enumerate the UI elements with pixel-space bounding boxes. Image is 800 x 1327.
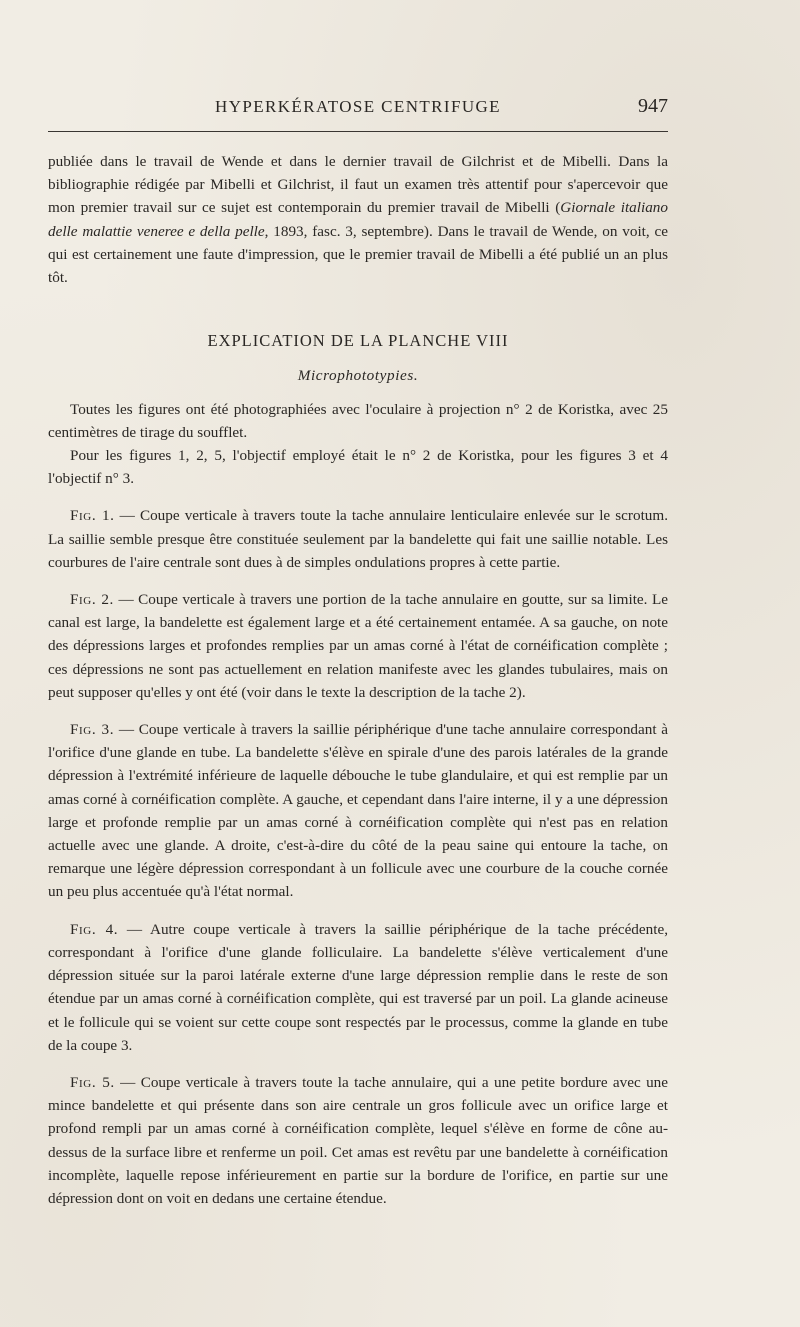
figure-caption — [48, 1071, 668, 1210]
figure-text: — Autre coupe verticale à travers la saillie périphérique de la tache précédente, correspondant à l'orifice d'une glande folliculaire. La bandelette s'élève verticalement d'une dépression située sur la paroi latérale externe d'une large dépression remplie dans le reste de son étendue par un amas corné à cornéification complète, qui est traversé par un poil. La glande acineuse et le follicule qui se voient sur cette coupe sont respectés par le processus, comme la glande en tube de la coupe 3. — [48, 920, 668, 1054]
figure-label: Fig. 5. — [70, 1073, 115, 1091]
journal-citation: Giornale italiano delle malattie veneree e della pelle — [48, 199, 668, 240]
note-paragraph: Toutes les figures ont été photographiées avec l'oculaire à projection n° 2 de Koristka, avec 25 centimètres de tirage du soufflet. — [48, 400, 668, 441]
figure-text: — Coupe verticale à travers toute la tache annulaire, qui a une petite bordure avec une mince bandelette et qui présente dans son aire centrale un gros follicule avec un orifice large et profond rempli par un amas corné à cornéification complète, lequel s'élève en forme de cône au-dessus de la surface libre et renferme un poil. Cet amas est revêtu par une bandelette à cornéification incomplète, laquelle repose inférieurement en partie sur la bordure de l'orifice, en partie sur une dépression dont on voit en dedans une certaine étendue. — [48, 1073, 669, 1207]
figure-caption — [48, 588, 668, 704]
figure-text: — Coupe verticale à travers une portion de la tache annulaire en goutte, sur sa limite. Le canal est large, la bandelette est également large et a été certainement entamée. A sa gauche, on note des dépressions larges et profondes remplies par un amas corné à l'état de cornéification complète ; ces dépressions ne sont pas actuellement en relation manifeste avec les glandes tubulaires, mais on peut supposer qu'elles y ont été (voir dans le texte la description de la tache 2). — [48, 591, 668, 701]
figure-label: Fig. 1. — [70, 507, 115, 525]
page-number: 947 — [638, 95, 668, 117]
note-paragraph: Pour les figures 1, 2, 5, l'objectif employé était le n° 2 de Koristka, pour les figures 3 et 4 l'objectif n° 3. — [48, 447, 668, 488]
figure-label: Fig. 3. — [70, 721, 115, 739]
header-rule — [48, 131, 668, 132]
running-head — [48, 95, 668, 123]
figure-caption — [48, 918, 668, 1057]
intro-text-start: publiée dans le travail de Wende et dans le dernier travail de Gilchrist et de Mibelli. Dans la bibliographie rédigée par Mibelli et Gilchrist, il faut un examen très attentif pour s'apercevoir que mon premier travail sur ce sujet est contemporain du premier travail de Mibelli ( — [48, 153, 668, 217]
figure-label: Fig. 4. — [70, 920, 119, 938]
figure-label: Fig. 2. — [70, 591, 114, 609]
figure-caption — [48, 718, 668, 904]
intro-paragraph — [48, 150, 668, 289]
figure-text: — Coupe verticale à travers toute la tache annulaire lenticulaire enlevée sur le scrotum. La saillie semble presque être constituée seulement par la bandelette qui fait une saillie notable. Les courbures de l'aire centrale sont dues à de simples ondulations propres à cette partie. — [48, 507, 668, 571]
section-title: EXPLICATION DE LA PLANCHE VIII — [207, 331, 509, 351]
figure-caption — [48, 504, 668, 574]
body-text — [48, 150, 668, 1210]
intro-text-end: , 1893, fasc. 3, septembre). Dans le travail de Wende, on voit, ce qui est certainement une faute d'impression, que le premier travail de Mibelli a été publié un an plus tôt. — [48, 222, 668, 287]
section-subtitle: Microphototypies. — [297, 367, 419, 385]
running-title: HYPERKÉRATOSE CENTRIFUGE — [215, 97, 501, 116]
figure-text: — Coupe verticale à travers la saillie périphérique d'une tache annulaire correspondant à l'orifice d'une glande en tube. La bandelette s'élève en spirale d'une des parois latérales de la grande dépression à l'extrémité inférieure de laquelle débouche le tube glandulaire, et qui est remplie par un amas corné à cornéification complète. A gauche, et cependant dans l'aire interne, il y a une dépression large et profonde remplie par un amas corné à cornéification complète qui n'est pas en relation actuelle avec une glande. A droite, c'est-à-dire du côté de la peau saine qui entoure la tache, on remarque une légère dépression correspondant à un follicule avec une courbure de la couche cornée un peu plus accentuée qu'à l'état normal. — [48, 721, 669, 901]
